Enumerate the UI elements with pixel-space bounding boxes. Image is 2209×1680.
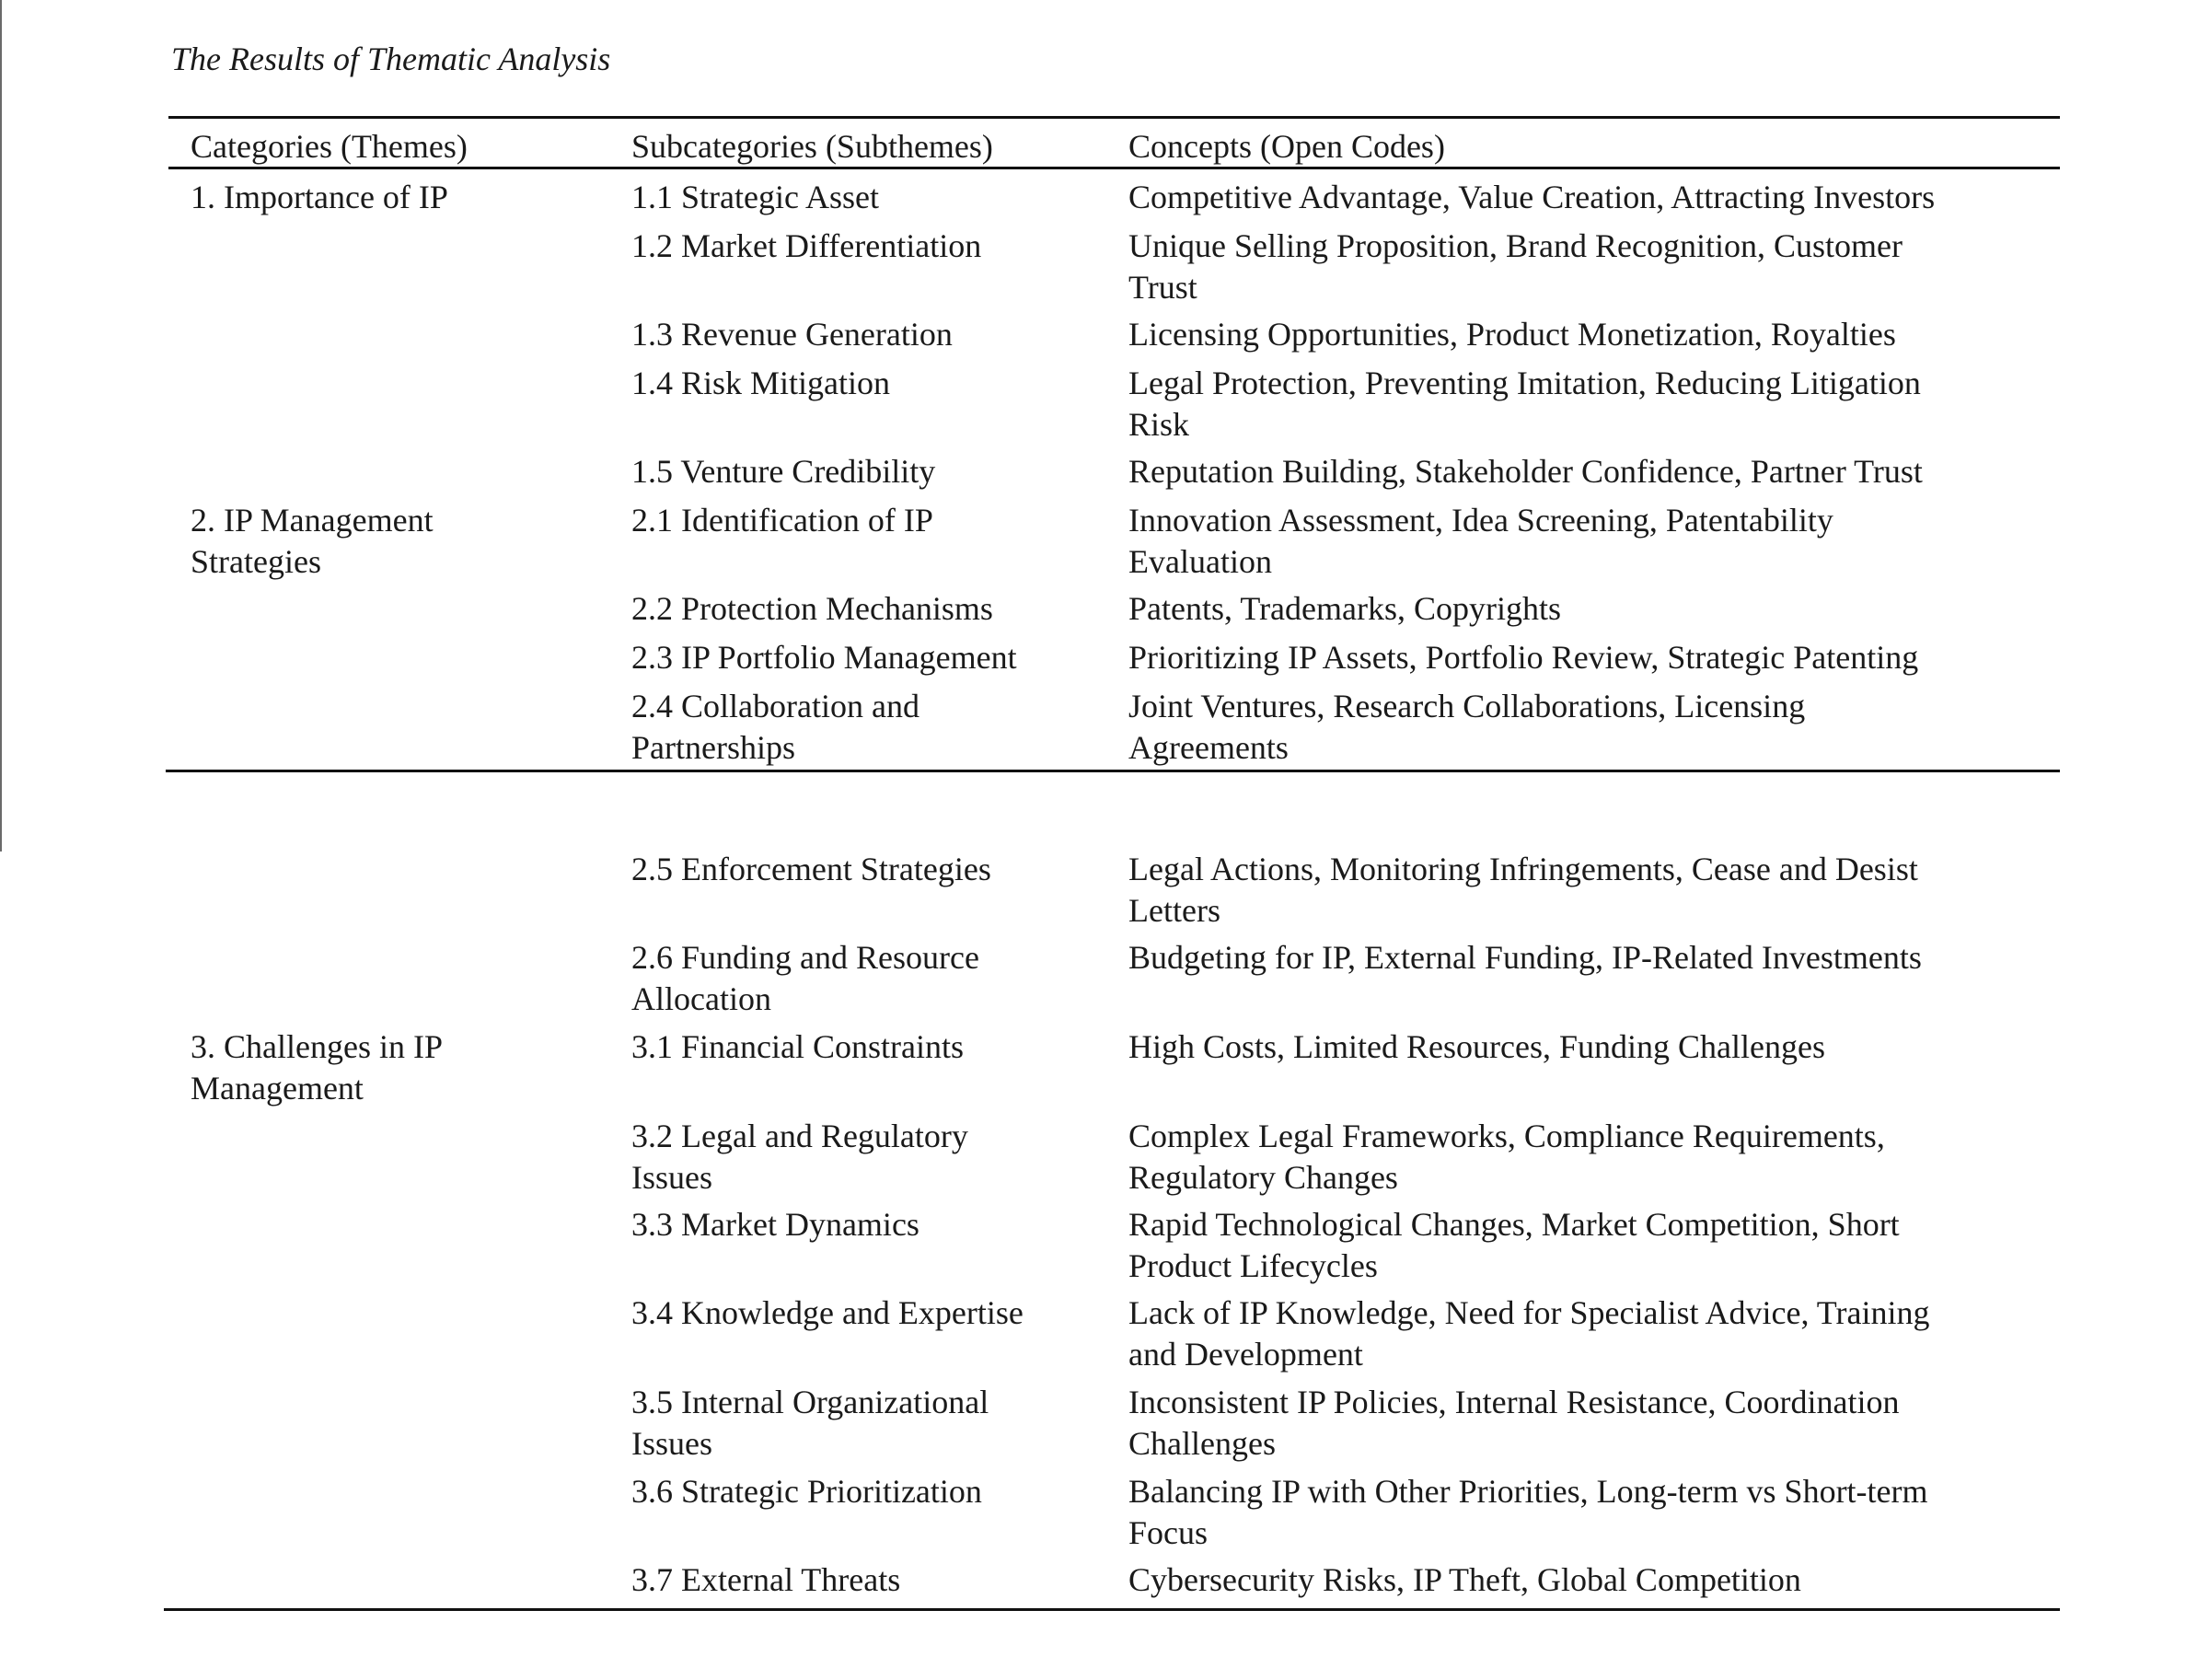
subcategory-cell: 2.4 Collaboration and: [631, 688, 919, 724]
concepts-cell: Licensing Opportunities, Product Monetization, Royalties: [1128, 316, 1896, 353]
subcategory-cell: Allocation: [631, 980, 771, 1017]
subcategory-cell: 1.2 Market Differentiation: [631, 227, 982, 264]
header-concepts: Concepts (Open Codes): [1128, 128, 1445, 165]
concepts-cell: Unique Selling Proposition, Brand Recognition, Customer: [1128, 227, 1903, 264]
subcategory-cell: Issues: [631, 1425, 712, 1462]
concepts-cell: Trust: [1128, 269, 1197, 306]
concepts-cell: Letters: [1128, 892, 1220, 929]
subcategory-cell: 3.2 Legal and Regulatory: [631, 1118, 968, 1154]
concepts-cell: Legal Protection, Preventing Imitation, Reducing Litigation: [1128, 365, 1921, 401]
concepts-cell: Regulatory Changes: [1128, 1159, 1398, 1196]
table-caption: The Results of Thematic Analysis: [171, 41, 611, 77]
concepts-cell: Patents, Trademarks, Copyrights: [1128, 590, 1562, 627]
subcategory-cell: Issues: [631, 1159, 712, 1196]
concepts-cell: Risk: [1128, 406, 1190, 443]
concepts-cell: Prioritizing IP Assets, Portfolio Review, Strategic Patenting: [1128, 639, 1919, 676]
category-cell: 3. Challenges in IP: [191, 1028, 443, 1065]
concepts-cell: Competitive Advantage, Value Creation, Attracting Investors: [1128, 179, 1936, 215]
page-break-rule: [166, 770, 2060, 772]
subcategory-cell: 1.3 Revenue Generation: [631, 316, 953, 353]
subcategory-cell: 3.1 Financial Constraints: [631, 1028, 964, 1065]
subcategory-cell: 3.7 External Threats: [631, 1561, 901, 1598]
subcategory-cell: 2.2 Protection Mechanisms: [631, 590, 993, 627]
table-bottom-rule: [164, 1608, 2060, 1611]
concepts-cell: Evaluation: [1128, 543, 1272, 580]
concepts-cell: Joint Ventures, Research Collaborations, Licensing: [1128, 688, 1806, 724]
category-cell: Strategies: [191, 543, 321, 580]
concepts-cell: Innovation Assessment, Idea Screening, Patentability: [1128, 502, 1833, 539]
subcategory-cell: 2.3 IP Portfolio Management: [631, 639, 1017, 676]
subcategory-cell: Partnerships: [631, 729, 795, 766]
concepts-cell: Product Lifecycles: [1128, 1247, 1378, 1284]
concepts-cell: Legal Actions, Monitoring Infringements, Cease and Desist: [1128, 851, 1918, 887]
concepts-cell: and Development: [1128, 1336, 1363, 1373]
subcategory-cell: 1.5 Venture Credibility: [631, 453, 936, 490]
concepts-cell: Agreements: [1128, 729, 1289, 766]
category-cell: 2. IP Management: [191, 502, 434, 539]
subcategory-cell: 3.3 Market Dynamics: [631, 1206, 919, 1243]
concepts-cell: Cybersecurity Risks, IP Theft, Global Competition: [1128, 1561, 1801, 1598]
subcategory-cell: 3.4 Knowledge and Expertise: [631, 1294, 1024, 1331]
category-cell: Management: [191, 1070, 364, 1106]
page-margin-line: [0, 0, 2, 852]
concepts-cell: Focus: [1128, 1514, 1209, 1551]
subcategory-cell: 2.5 Enforcement Strategies: [631, 851, 991, 887]
concepts-cell: Inconsistent IP Policies, Internal Resistance, Coordination: [1128, 1384, 1900, 1420]
concepts-cell: High Costs, Limited Resources, Funding Challenges: [1128, 1028, 1825, 1065]
concepts-cell: Reputation Building, Stakeholder Confidence, Partner Trust: [1128, 453, 1923, 490]
header-categories: Categories (Themes): [191, 128, 468, 165]
concepts-cell: Balancing IP with Other Priorities, Long-term vs Short-term: [1128, 1473, 1928, 1510]
subcategory-cell: 3.6 Strategic Prioritization: [631, 1473, 982, 1510]
subcategory-cell: 3.5 Internal Organizational: [631, 1384, 989, 1420]
subcategory-cell: 1.1 Strategic Asset: [631, 179, 879, 215]
concepts-cell: Complex Legal Frameworks, Compliance Requirements,: [1128, 1118, 1885, 1154]
header-rule: [168, 167, 2060, 169]
subcategory-cell: 2.6 Funding and Resource: [631, 939, 979, 976]
concepts-cell: Lack of IP Knowledge, Need for Specialist Advice, Training: [1128, 1294, 1930, 1331]
subcategory-cell: 1.4 Risk Mitigation: [631, 365, 891, 401]
subcategory-cell: 2.1 Identification of IP: [631, 502, 933, 539]
concepts-cell: Budgeting for IP, External Funding, IP-Related Investments: [1128, 939, 1922, 976]
concepts-cell: Rapid Technological Changes, Market Competition, Short: [1128, 1206, 1900, 1243]
table-top-rule: [168, 116, 2060, 119]
header-subcategories: Subcategories (Subthemes): [631, 128, 993, 165]
category-cell: 1. Importance of IP: [191, 179, 448, 215]
concepts-cell: Challenges: [1128, 1425, 1276, 1462]
